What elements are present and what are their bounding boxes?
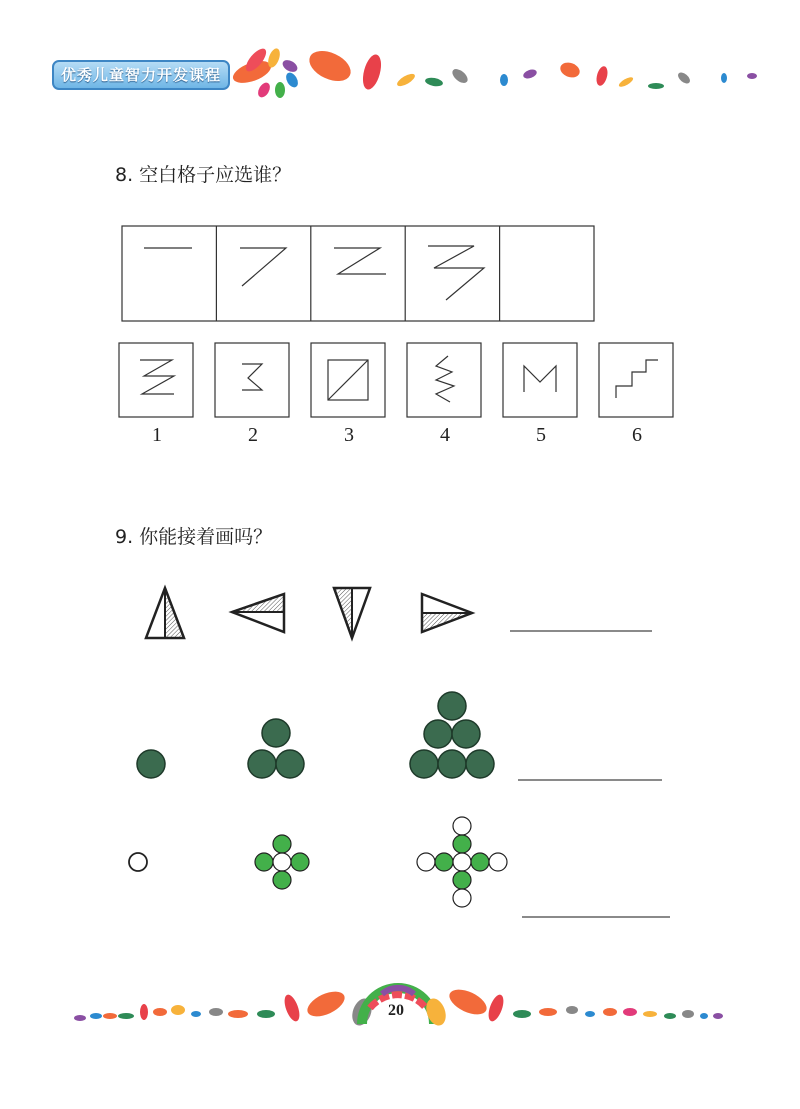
option-4-figure[interactable] <box>406 342 482 418</box>
option-1-label: 1 <box>152 424 162 446</box>
option-4-label: 4 <box>440 424 450 446</box>
triangle-up-figure <box>146 588 184 638</box>
triangle-right-figure <box>422 594 472 632</box>
option-3-label: 3 <box>344 424 354 446</box>
dark-circle-row <box>130 688 690 788</box>
option-1-figure[interactable] <box>118 342 194 418</box>
question-8-sequence-grid <box>120 224 600 324</box>
option-6-figure[interactable] <box>598 342 674 418</box>
sequence-cell-4-figure <box>428 246 484 300</box>
option-2-label: 2 <box>248 424 258 446</box>
sequence-cell-3-figure <box>334 248 386 274</box>
triangle-down-figure <box>334 588 370 638</box>
triangle-row <box>130 584 690 644</box>
circle-group-1 <box>137 750 165 778</box>
question-9-title: 9. 你能接着画吗？ <box>115 526 273 548</box>
option-6-label: 6 <box>632 424 642 446</box>
header-petal-decoration <box>222 38 782 108</box>
option-3-figure[interactable] <box>310 342 386 418</box>
option-5-label: 5 <box>536 424 546 446</box>
course-title-badge: 优秀儿童智力开发课程 <box>52 60 230 90</box>
question-8-title: 8. 空白格子应选谁？ <box>115 164 292 186</box>
cross-circle-row <box>120 816 680 936</box>
option-5-figure[interactable] <box>502 342 578 418</box>
page-number: 20 <box>388 1002 404 1019</box>
sequence-cell-2-figure <box>240 248 286 286</box>
option-2-figure[interactable] <box>214 342 290 418</box>
single-open-circle <box>129 853 147 871</box>
triangle-left-figure <box>232 594 284 632</box>
